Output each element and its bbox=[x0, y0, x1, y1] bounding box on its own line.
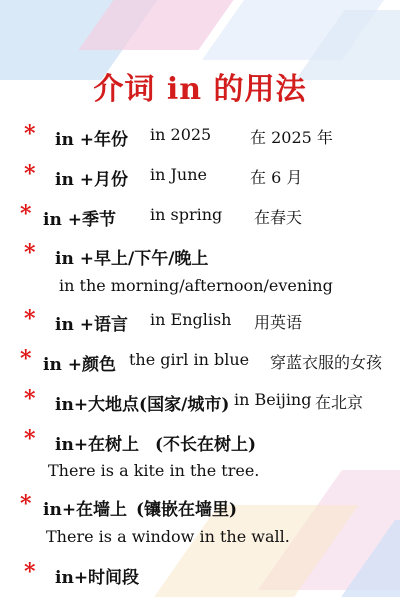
usage-example: in June bbox=[150, 165, 207, 184]
usage-label: in +季节 bbox=[43, 210, 116, 230]
usage-row-on-tree bbox=[0, 427, 400, 459]
usage-label: in +年份 bbox=[55, 130, 128, 150]
usage-row-large-place bbox=[0, 387, 400, 419]
usage-row-color bbox=[0, 347, 400, 379]
page-title: 介词 in 的用法 bbox=[93, 72, 307, 107]
usage-example: in spring bbox=[150, 205, 223, 224]
asterisk-icon: * bbox=[24, 426, 36, 452]
usage-row-season bbox=[0, 202, 400, 234]
usage-translation: 在北京 bbox=[315, 393, 364, 412]
usage-example: in 2025 bbox=[150, 125, 212, 144]
usage-example: in Beijing bbox=[234, 390, 312, 409]
asterisk-icon: * bbox=[24, 306, 36, 332]
usage-row-on-wall bbox=[0, 492, 400, 524]
usage-translation: 在 6 月 bbox=[250, 168, 303, 187]
usage-translation: 穿蓝衣服的女孩 bbox=[270, 353, 383, 372]
usage-translation: 在春天 bbox=[254, 208, 303, 227]
usage-translation: 用英语 bbox=[254, 313, 303, 332]
asterisk-icon: * bbox=[20, 491, 32, 517]
usage-row-year bbox=[0, 122, 400, 154]
usage-label: in+在墙上 bbox=[43, 500, 128, 520]
usage-example: in the morning/afternoon/evening bbox=[59, 276, 333, 295]
usage-row-month bbox=[0, 162, 400, 194]
asterisk-icon: * bbox=[24, 240, 36, 266]
usage-example: There is a kite in the tree. bbox=[48, 461, 260, 480]
usage-row-language bbox=[0, 307, 400, 339]
usage-note: (不长在树上) bbox=[155, 435, 257, 455]
usage-row-time-period bbox=[0, 560, 400, 592]
usage-example: in English bbox=[150, 310, 232, 329]
usage-label: in +语言 bbox=[55, 315, 128, 335]
usage-label: in+时间段 bbox=[55, 568, 140, 588]
usage-label: in +月份 bbox=[55, 170, 128, 190]
asterisk-icon: * bbox=[24, 121, 36, 147]
asterisk-icon: * bbox=[24, 161, 36, 187]
usage-label: in +早上/下午/晚上 bbox=[55, 249, 209, 269]
usage-note: (镶嵌在墙里) bbox=[136, 500, 238, 520]
asterisk-icon: * bbox=[24, 559, 36, 585]
usage-label: in+在树上 bbox=[55, 435, 140, 455]
usage-translation: 在 2025 年 bbox=[250, 128, 333, 147]
usage-example: the girl in blue bbox=[129, 350, 250, 369]
usage-label: in+大地点(国家/城市) bbox=[55, 395, 230, 415]
asterisk-icon: * bbox=[20, 346, 32, 372]
asterisk-icon: * bbox=[20, 201, 32, 227]
usage-label: in +颜色 bbox=[43, 355, 116, 375]
usage-example: There is a window in the wall. bbox=[46, 527, 290, 546]
usage-row-time-of-day bbox=[0, 241, 400, 273]
asterisk-icon: * bbox=[24, 386, 36, 412]
